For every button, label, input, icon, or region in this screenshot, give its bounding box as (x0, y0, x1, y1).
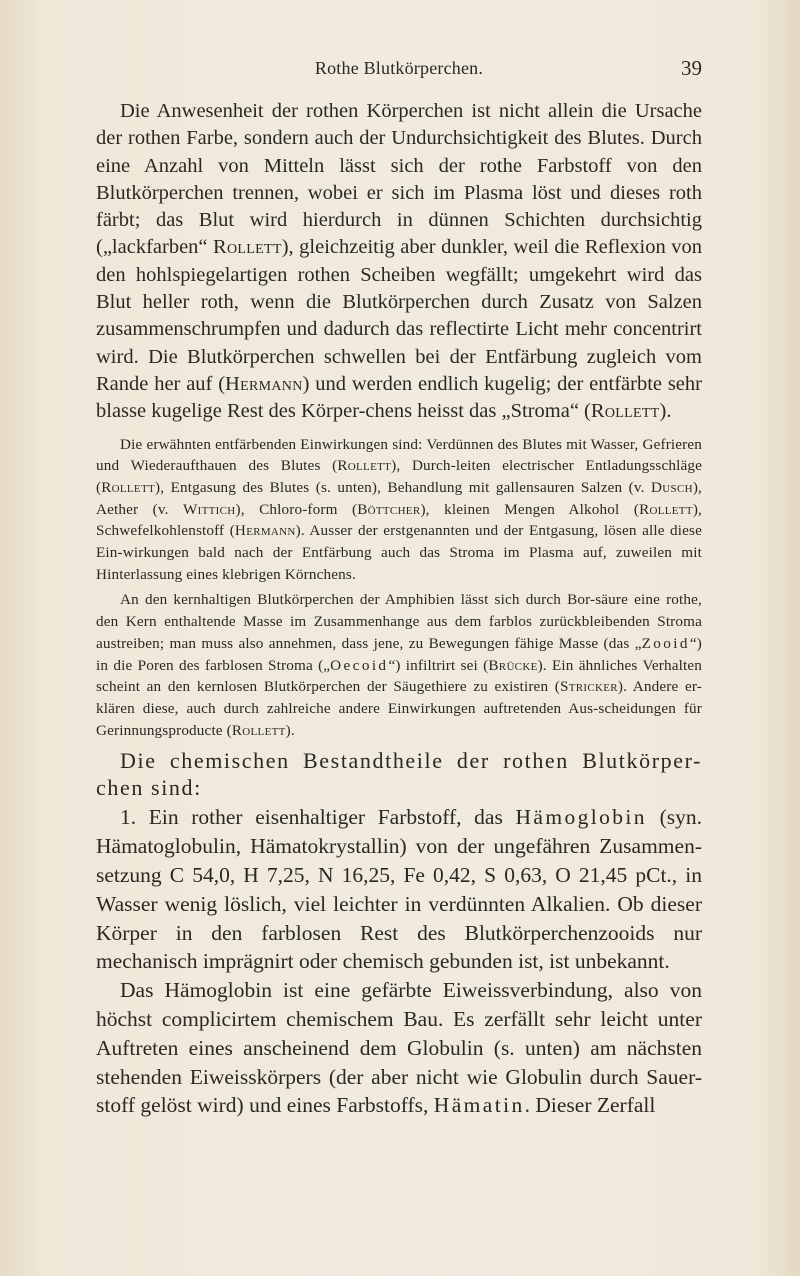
text-run: Die Anwesenheit der rothen Körperchen ist nicht allein die Ursache der rothen Farbe, sondern auch der Undurchsichtigkeit des Blutes. Durch eine Anzahl von Mitteln lässt sich der rothe Farbstoff von den Blutkörperchen trennen, wobei er sich im Plasma löst und dieses roth färbt; das Blut wird hierdurch in dünnen Schichten durchsichtig („lackfarben“ (96, 100, 702, 259)
section-heading-text: Die chemischen Bestandtheile der rothen Blutkörper-chen sind: (96, 748, 702, 801)
main-paragraph (96, 98, 702, 426)
author-reference: Brücke (488, 656, 538, 674)
text-run: Die erwähnten entfärbenden Einwirkungen sind: Verdünnen des Blutes mit Wasser, Gefrieren und Wiederaufthauen des Blutes ( (96, 435, 702, 475)
author-reference: Rollett (590, 400, 660, 423)
text-run: ), Schwefelkohlenstoff ( (96, 500, 702, 540)
author-reference: Hermann (234, 522, 296, 540)
text-run: ). (285, 721, 295, 739)
main-paragraph (96, 976, 702, 1120)
emphasized-term: Hämoglobin (515, 805, 647, 830)
small-print-note (96, 589, 702, 741)
text-run: ). Ausser der erstgenannten und der Entgasung, lösen alle diese Ein-wirkungen bald nach der Entfärbung auch das Stroma im Plasma auf, zuweilen mit Hinterlassung eines klebrigen Körnchens. (96, 522, 702, 583)
text-run: ), kleinen Mengen Alkohol ( (420, 500, 640, 518)
small-print-note (96, 434, 702, 586)
author-reference: Dusch (651, 478, 693, 496)
page-body (96, 98, 702, 1120)
section-heading (96, 747, 702, 801)
author-reference: Hermann (225, 372, 303, 395)
page-header (96, 56, 702, 82)
text-run: ) und werden endlich kugelig; der entfärbte sehr blasse kugelige Rest des Körper-chens heisst das „Stroma“ ( (96, 372, 702, 423)
author-reference: Rollett (639, 500, 693, 518)
text-run: ), Durch-leiten electrischer Entladungsschläge ( (96, 457, 702, 496)
running-title: Rothe Blutkörperchen. (314, 58, 484, 78)
author-reference: Rollett (337, 457, 392, 475)
emphasized-term: Zooid (641, 634, 690, 652)
list-item-paragraph (96, 803, 702, 976)
emphasized-term: Hämatin (433, 1093, 525, 1118)
text-run: ). Andere er-klären diese, auch durch zahlreiche andere Einwirkungen auftretenden Aus-scheidungen für Gerinnungsproducte ( (96, 678, 702, 739)
text-run: ), Chloro-form ( (235, 500, 358, 518)
text-run: ), Entgasung des Blutes (s. unten), Behandlung mit gallensauren Salzen (v. (155, 478, 652, 496)
text-run: . Dieser Zerfall (524, 1093, 656, 1118)
text-run: ), gleichzeitig aber dunkler, weil die Reflexion von den hohlspiegelartigen rothen Scheiben wegfällt; umgekehrt wird das Blut heller roth, wenn die Blutkörperchen durch Zusatz von Salzen zusammenschrumpfen und dadurch das reflectirte Licht mehr concentrirt wird. Die Blutkörperchen schwellen bei der Entfärbung zugleich vom Rande her auf ( (96, 236, 703, 395)
text-run: An den kernhaltigen Blutkörperchen der Amphibien lässt sich durch Bor-säure eine rothe, den Kern enthaltende Masse im Zusammenhange aus dem farblos zurückbleibenden Stroma austreiben; man muss also annehmen, dass jene, zu Bewegungen fähige Masse (das „ (96, 591, 702, 652)
text-run: “) infiltrirt sei ( (388, 656, 489, 674)
text-run: 1. Ein rother eisenhaltiger Farbstoff, das (120, 805, 516, 830)
author-reference: Rollett (213, 236, 282, 259)
text-run: Das Hämoglobin ist eine gefärbte Eiweissverbindung, also von höchst complicirtem chemischem Bau. Es zerfällt sehr leicht unter Auftreten eines anscheinend dem Globulin (s. unten) am nächsten stehenden Eiweisskörpers (der aber nicht wie Globulin durch Sauer-stoff gelöst wird) und eines Farbstoffs, (96, 978, 702, 1118)
page-number: 39 (681, 56, 702, 80)
author-reference: Böttcher (357, 500, 421, 518)
author-reference: Rollett (231, 721, 286, 739)
text-run: ). Ein ähnliches Verhalten scheint an den kernlosen Blutkörperchen der Säugethiere zu existiren ( (96, 656, 702, 696)
author-reference: Rollett (101, 478, 155, 496)
text-run: ), Aether (v. (96, 478, 702, 518)
emphasized-term: Oecoid (330, 656, 389, 674)
text-run: “) in die Poren des farblosen Stroma („ (96, 634, 702, 674)
author-reference: Stricker (560, 678, 618, 696)
author-reference: Wittich (183, 500, 236, 518)
text-run: (syn. Hämatoglobulin, Hämatokrystallin) von der ungefähren Zusammen-setzung C 54,0, H 7,25, N 16,25, Fe 0,42, S 0,63, O 21,45 pCt., in Wasser wenig löslich, viel leichter in verdünnten Alkalien. Ob dieser Körper in den farblosen Rest des Blutkörperchenzooids nur mechanisch imprägnirt oder chemisch gebunden ist, ist unbekannt. (96, 805, 703, 974)
text-run: ). (659, 400, 672, 423)
